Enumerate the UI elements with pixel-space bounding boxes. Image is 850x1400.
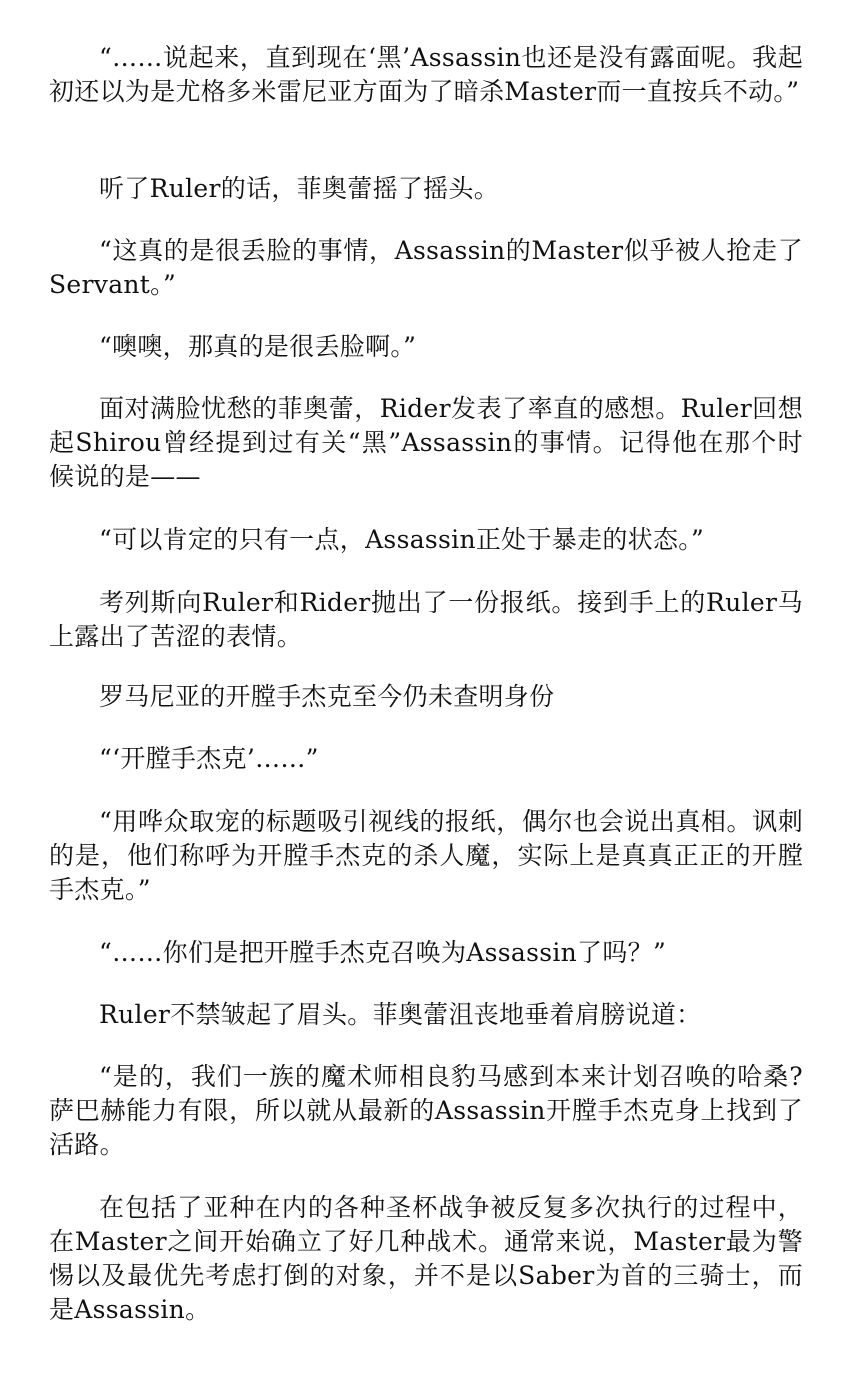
paragraph-6: “可以肯定的只有一点，Assassin正处于暴走的状态。”	[99, 525, 705, 554]
paragraph-4: “噢噢，那真的是很丢脸啊。”	[99, 332, 417, 361]
paragraph-7: 考列斯向Ruler和Rider抛出了一份报纸。接到手上的Ruler马上露出了苦涩的表情。	[49, 588, 803, 651]
paragraph-14: 在包括了亚种在内的各种圣杯战争被反复多次执行的过程中，在Master之间开始确立了好几种战术。通常来说，Master最为警惕以及最优先考虑打倒的对象，并不是以Saber为首的三骑士，而是Assassin。	[49, 1193, 803, 1324]
paragraph-2: 听了Ruler的话，菲奥蕾摇了摇头。	[99, 174, 500, 203]
paragraph-8: 罗马尼亚的开膛手杰克至今仍未查明身份	[99, 682, 555, 711]
paragraph-10: “用哗众取宠的标题吸引视线的报纸，偶尔也会说出真相。讽刺的是，他们称呼为开膛手杰克的杀人魔，实际上是真真正正的开膛手杰克。”	[49, 807, 803, 904]
paragraph-3: “这真的是很丢脸的事情，Assassin的Master似乎被人抢走了Servant。”	[49, 236, 803, 299]
paragraph-5: 面对满脸忧愁的菲奥蕾，Rider发表了率直的感想。Ruler回想起Shirou曾经提到过有关“黑”Assassin的事情。记得他在那个时候说的是——	[49, 394, 803, 491]
paragraph-11: “……你们是把开膛手杰克召唤为Assassin了吗？”	[99, 938, 667, 967]
paragraph-1: “……说起来，直到现在‘黑’Assassin也还是没有露面呢。我起初还以为是尤格多米雷尼亚方面为了暗杀Master而一直按兵不动。”	[49, 43, 803, 106]
paragraph-13: “是的，我们一族的魔术师相良豹马感到本来计划召唤的哈桑?萨巴赫能力有限，所以就从最新的Assassin开膛手杰克身上找到了活路。	[49, 1062, 803, 1159]
paragraph-12: Ruler不禁皱起了眉头。菲奥蕾沮丧地垂着肩膀说道：	[99, 1000, 702, 1029]
paragraph-9: “‘开膛手杰克’……”	[99, 744, 319, 773]
